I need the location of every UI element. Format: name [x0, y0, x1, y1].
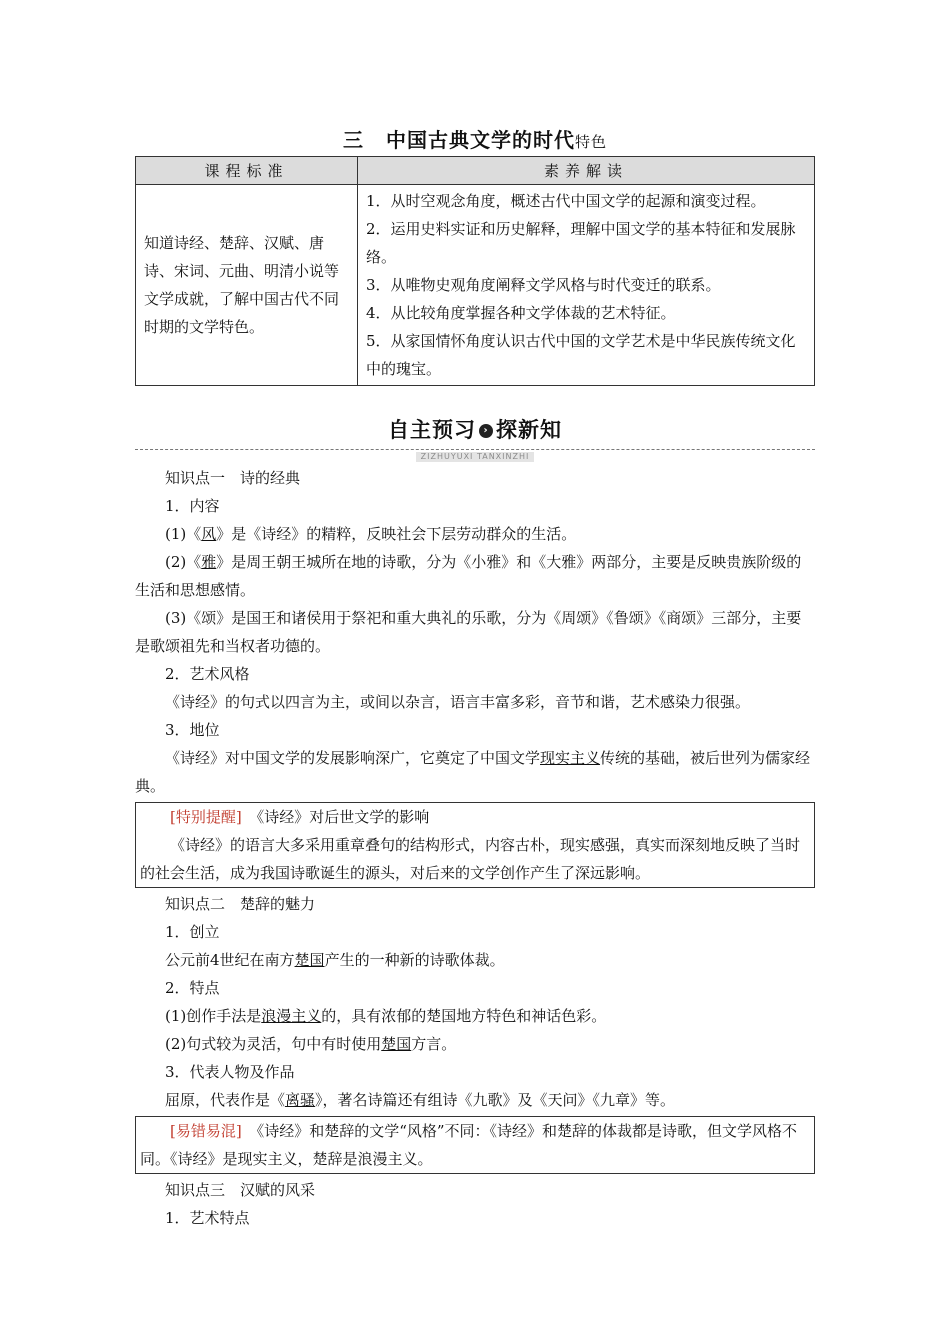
paragraph: (2)句式较为灵活，句中有时使用楚国方言。: [165, 1035, 457, 1053]
paragraph: (1)《风》是《诗经》的精粹，反映社会下层劳动群众的生活。: [165, 525, 577, 543]
literacy-item: 1．从时空观念角度，概述古代中国文学的起源和演变过程。: [366, 192, 766, 210]
caution-body: [易错易混] 《诗经》和楚辞的文学“风格”不同：《诗经》和楚辞的体裁都是诗歌，但文学风格不同。《诗经》是现实主义，楚辞是浪漫主义。: [140, 1122, 798, 1168]
kp3-heading: 知识点三 汉赋的风采: [165, 1181, 316, 1199]
tip-body: 《诗经》的语言大多采用重章叠句的结构形式，内容古朴，现实感强，真实而深刻地反映了当时的社会生活，成为我国诗歌诞生的源头，对后来的文学创作产生了深远影响。: [140, 836, 801, 882]
chapter-number: 三: [342, 128, 364, 152]
kp3-subheading: 1．艺术特点: [165, 1209, 250, 1227]
kp1-subheading: 2．艺术风格: [165, 665, 250, 683]
paragraph: 屈原，代表作是《离骚》，著名诗篇还有组诗《九歌》及《天问》《九章》等。: [165, 1091, 676, 1109]
paragraph: 公元前4世纪在南方楚国产生的一种新的诗歌体裁。: [165, 951, 505, 969]
literacy-item: 5．从家国情怀角度认识古代中国的文学艺术是中华民族传统文化中的瑰宝。: [366, 332, 796, 378]
paragraph: (1)创作手法是浪漫主义的，具有浓郁的楚国地方特色和神话色彩。: [165, 1007, 607, 1025]
literacy-item: 3．从唯物史观角度阐释文学风格与时代变迁的联系。: [366, 276, 721, 294]
paragraph: (3)《颂》是国王和诸侯用于祭祀和重大典礼的乐歌，分为《周颂》《鲁颂》《商颂》三部分，主要是歌颂祖先和当权者功德的。: [135, 609, 802, 655]
page-title: [0, 124, 950, 153]
header-literacy: 素养解读: [358, 157, 815, 185]
paragraph: (2)《雅》是周王朝王城所在地的诗歌，分为《小雅》和《大雅》两部分，主要是反映贵族阶级的生活和思想感情。: [135, 553, 802, 599]
kp1-subheading: 3．地位: [165, 721, 220, 739]
banner-pinyin: ZIZHUYUXI TANXINZHI: [135, 445, 815, 463]
paragraph: 《诗经》对中国文学的发展影响深广，它奠定了中国文学现实主义传统的基础，被后世列为儒家经典。: [135, 749, 811, 795]
header-standard: 课程标准: [136, 157, 358, 185]
banner-left: 自主预习: [388, 418, 476, 442]
literacy-item: 4．从比较角度掌握各种文学体裁的艺术特征。: [366, 304, 676, 322]
literacy-item: 2．运用史料实证和历史解释，理解中国文学的基本特征和发展脉络。: [366, 220, 796, 266]
kp2-subheading: 3．代表人物及作品: [165, 1063, 295, 1081]
kp2-heading: 知识点二 楚辞的魅力: [165, 895, 316, 913]
kp2-subheading: 2．特点: [165, 979, 220, 997]
tip-box: [135, 802, 815, 888]
literacy-cell: [358, 185, 815, 386]
kp1-subheading: 1．内容: [165, 497, 220, 515]
banner-right: 探新知: [496, 418, 562, 442]
tip-title: [特别提醒] 《诗经》对后世文学的影响: [170, 808, 430, 826]
standard-cell: 知道诗经、楚辞、汉赋、唐诗、宋词、元曲、明清小说等文学成就，了解中国古代不同时期的文学特色。: [136, 185, 358, 386]
chevron-right-icon: ›: [479, 424, 493, 438]
kp1-heading: 知识点一 诗的经典: [165, 469, 301, 487]
kp2-subheading: 1．创立: [165, 923, 220, 941]
title-tail: 特色: [574, 133, 607, 151]
section-banner: [135, 414, 815, 461]
banner-title: [135, 414, 815, 444]
main-content: [135, 464, 815, 1232]
caution-box: [135, 1116, 815, 1174]
title-main: 中国古典文学的时代: [385, 128, 575, 152]
standards-table: [135, 156, 815, 386]
paragraph: 《诗经》的句式以四言为主，或间以杂言，语言丰富多彩，音节和谐，艺术感染力很强。: [165, 693, 751, 711]
